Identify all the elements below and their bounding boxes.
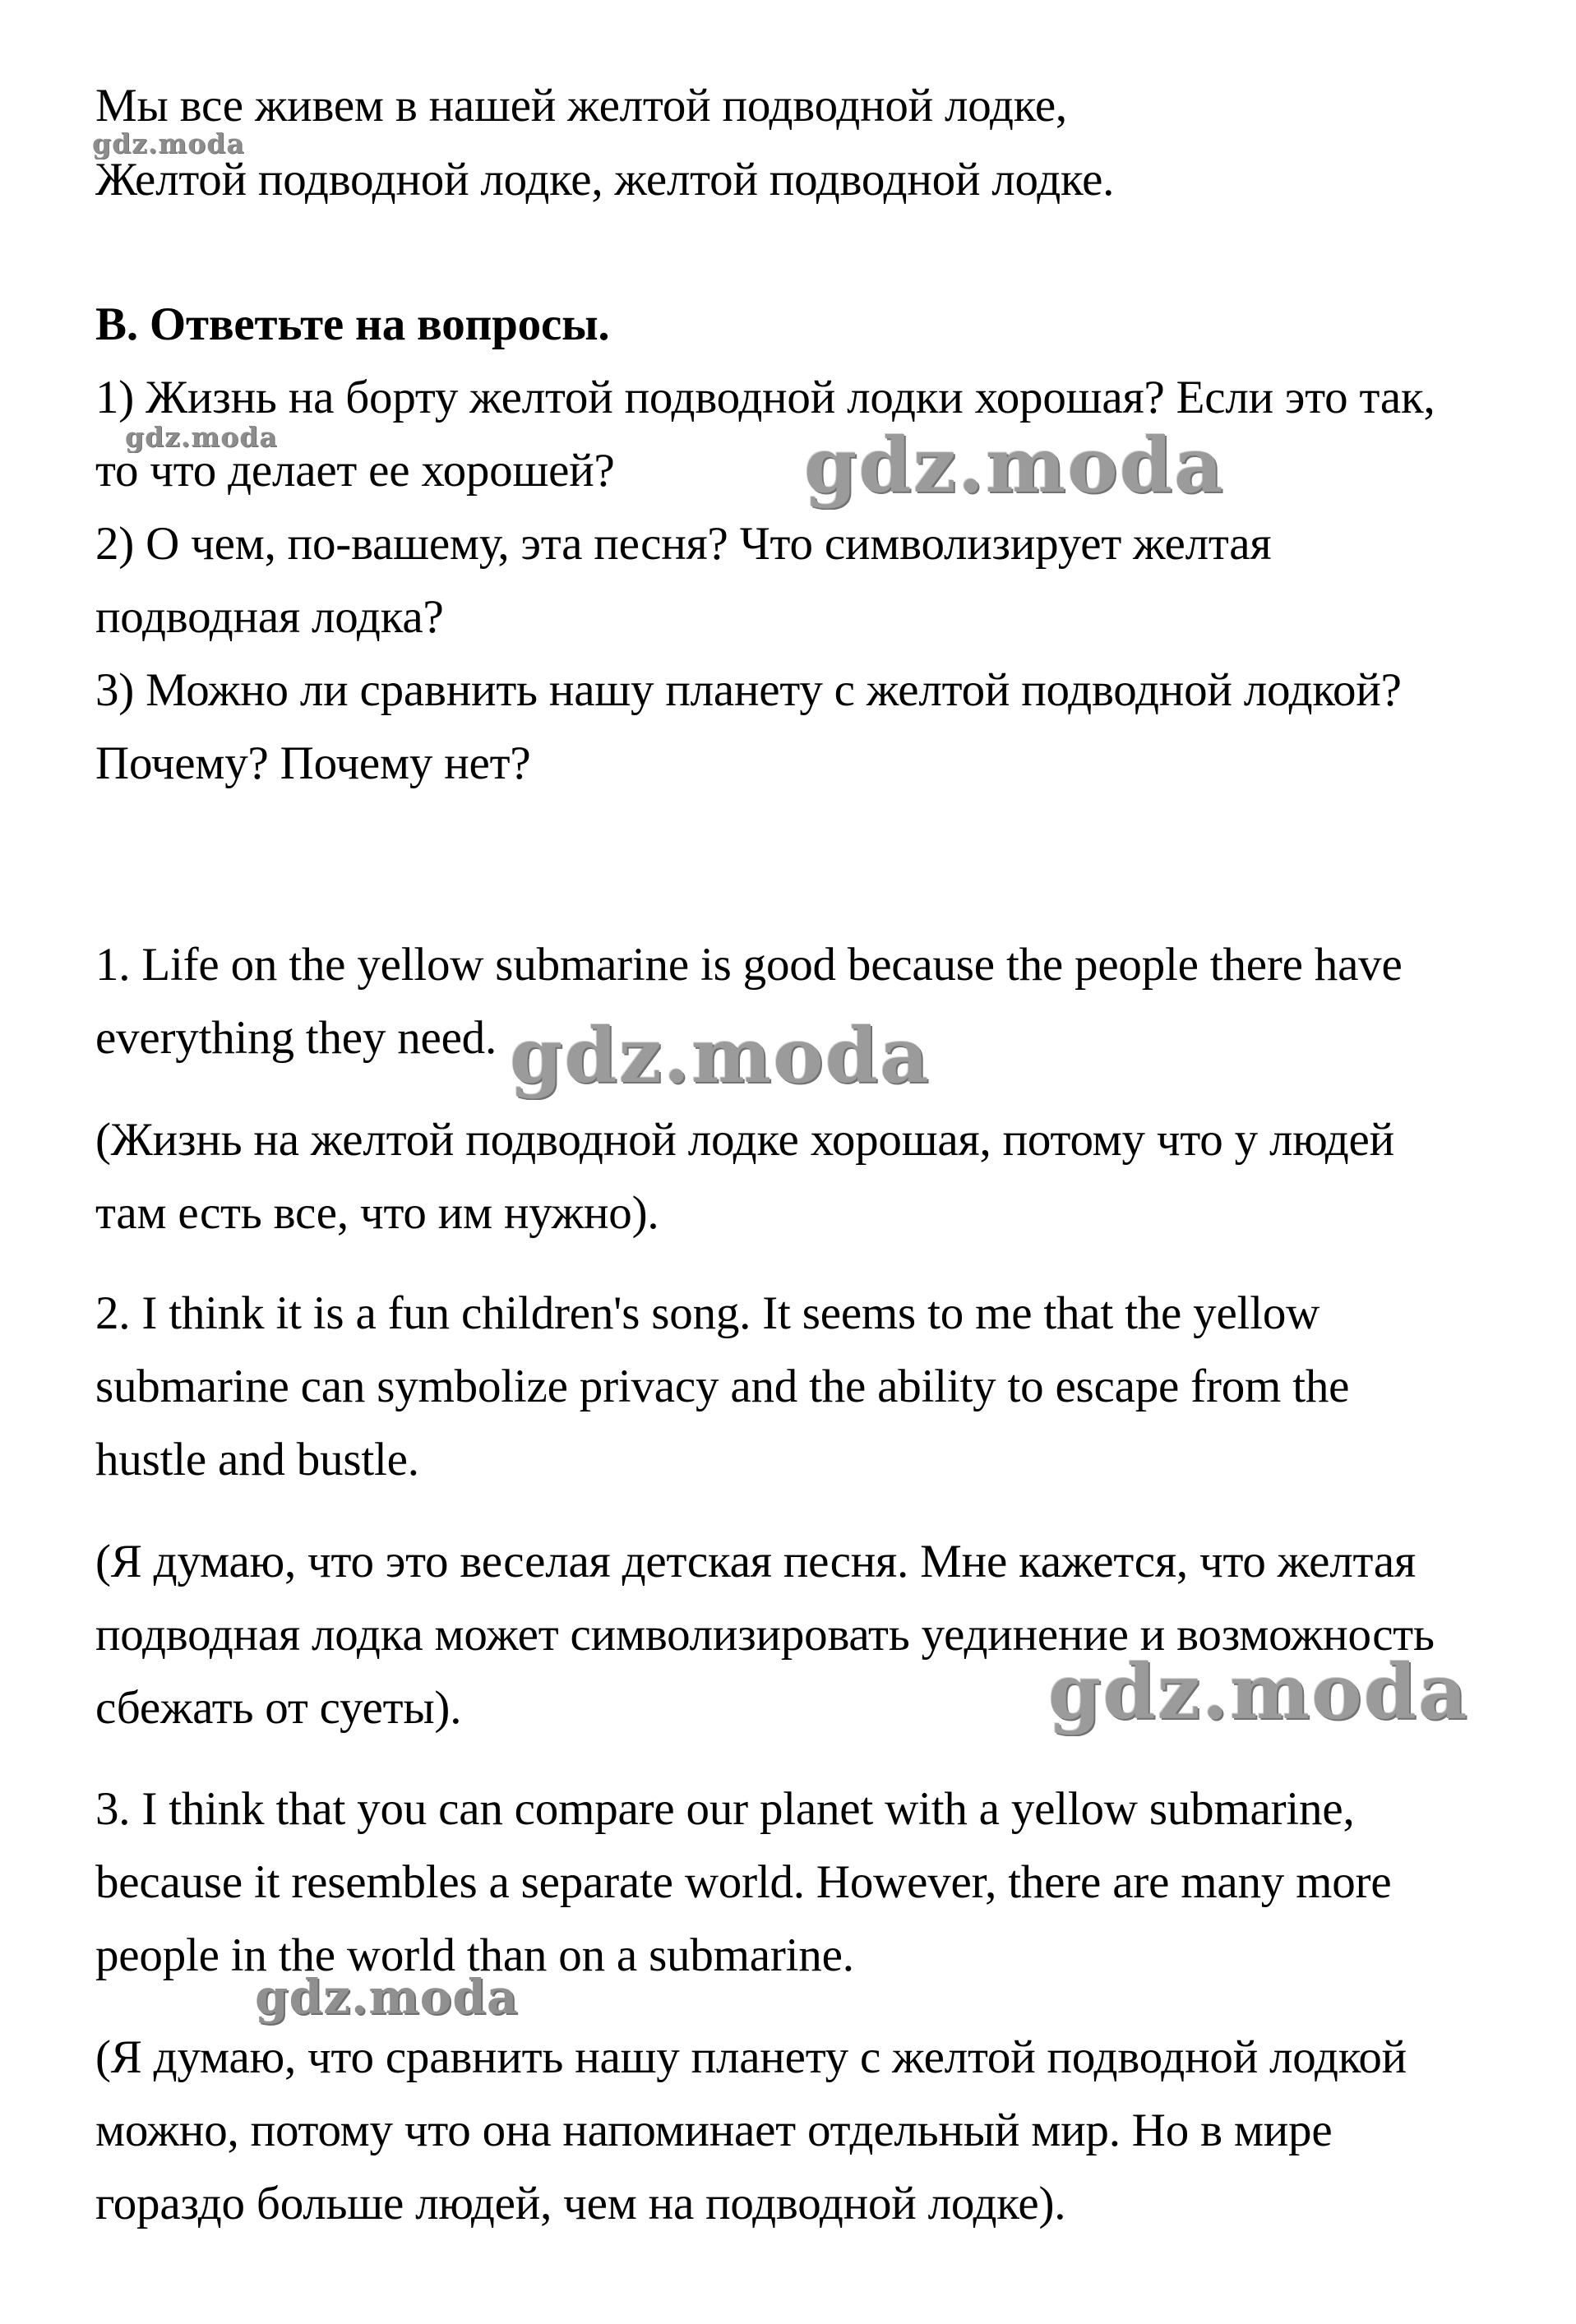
answer-1-ru-line-1: (Жизнь на желтой подводной лодке хорошая, потому что у людей — [95, 1114, 1394, 1166]
answer-1-ru-line-2: там есть все, что им нужно). — [95, 1187, 659, 1239]
question-2-line-2: подводная лодка? — [95, 591, 444, 643]
answer-2-ru-line-2: подводная лодка может символизировать уединение и возможность — [95, 1609, 1435, 1661]
question-1-line-2: то что делает ее хорошей? — [95, 445, 615, 497]
lyrics-line-1: Мы все живем в нашей желтой подводной лодке, — [95, 80, 1067, 132]
watermark: gdz.moda — [510, 1011, 931, 1100]
answer-3-en-line-1: 3. I think that you can compare our planet with a yellow submarine, — [95, 1783, 1355, 1835]
answer-3-ru-line-1: (Я думаю, что сравнить нашу планету с желтой подводной лодкой — [95, 2031, 1407, 2083]
question-3-line-2: Почему? Почему нет? — [95, 737, 531, 789]
answer-3-en-line-3: people in the world than on a submarine. — [95, 1929, 854, 1981]
answer-3-en-line-2: because it resembles a separate world. However, there are many more — [95, 1856, 1392, 1908]
answer-1-en-line-2: everything they need. — [95, 1012, 497, 1064]
answer-2-ru-line-3: сбежать от суеты). — [95, 1682, 462, 1734]
answer-3-ru-line-2: можно, потому что она напоминает отдельный мир. Но в мире — [95, 2105, 1333, 2156]
watermark: gdz.moda — [125, 421, 278, 453]
lyrics-line-2: Желтой подводной лодке, желтой подводной лодке. — [95, 154, 1115, 206]
answer-2-en-line-3: hustle and bustle. — [95, 1434, 419, 1485]
answer-3-ru-line-3: гораздо больше людей, чем на подводной лодке). — [95, 2178, 1066, 2229]
answer-1-en-line-1: 1. Life on the yellow submarine is good because the people there have — [95, 939, 1403, 991]
answer-2-en-line-2: submarine can symbolize privacy and the ability to escape from the — [95, 1361, 1350, 1412]
question-2-line-1: 2) О чем, по-вашему, эта песня? Что символизирует желтая — [95, 518, 1272, 570]
watermark: gdz.moda — [255, 1969, 519, 2025]
answer-2-ru-line-1: (Я думаю, что это веселая детская песня. Мне кажется, что желтая — [95, 1536, 1417, 1587]
question-1-line-1: 1) Жизнь на борту желтой подводной лодки хорошая? Если это так, — [95, 372, 1435, 423]
answer-2-en-line-1: 2. I think it is a fun children's song. It seems to me that the yellow — [95, 1287, 1320, 1339]
watermark: gdz.moda — [92, 127, 245, 159]
question-3-line-1: 3) Можно ли сравнить нашу планету с желтой подводной лодкой? — [95, 664, 1402, 716]
watermark: gdz.moda — [1048, 1647, 1469, 1736]
section-heading: B. Ответьте на вопросы. — [95, 298, 610, 350]
watermark: gdz.moda — [804, 421, 1225, 510]
